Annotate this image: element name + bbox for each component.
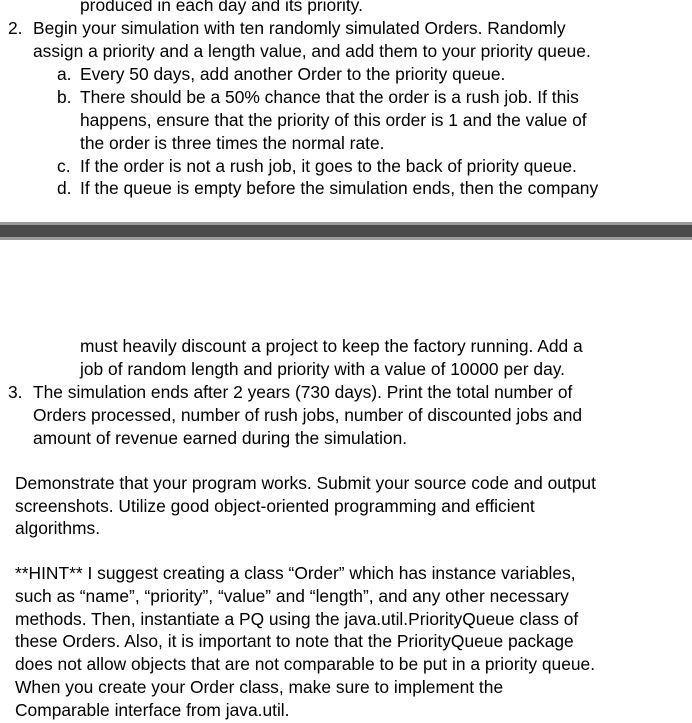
item2-line1: Begin your simulation with ten randomly simulated Orders. Randomly <box>33 18 566 38</box>
sub-d-cont-line1: must heavily discount a project to keep the factory running. Add a <box>80 336 583 356</box>
sub-d-line1: If the queue is empty before the simulation ends, then the company <box>80 178 599 198</box>
cut-off-line: produced in each day and its priority. <box>80 0 363 15</box>
sub-b-line1: There should be a 50% chance that the order is a rush job. If this <box>80 87 579 107</box>
demo-line2: screenshots. Utilize good object-oriented programming and efficient <box>15 496 535 516</box>
hint-line5: does not allow objects that are not comparable to be put in a priority queue. <box>15 654 596 674</box>
item2-line2: assign a priority and a length value, and add them to your priority queue. <box>33 41 591 61</box>
sub-b-line3: the order is three times the normal rate. <box>80 133 385 153</box>
document-page-top <box>0 0 692 222</box>
sub-d-cont-line2: job of random length and priority with a value of 10000 per day. <box>80 359 565 379</box>
sub-letter-d: d. <box>57 178 72 198</box>
demo-line1: Demonstrate that your program works. Submit your source code and output <box>15 473 596 493</box>
hint-line1: **HINT** I suggest creating a class “Order” which has instance variables, <box>15 563 576 583</box>
hint-line4: these Orders. Also, it is important to note that the PriorityQueue package <box>15 631 574 651</box>
item3-line3: amount of revenue earned during the simulation. <box>33 428 408 448</box>
item3-line1: The simulation ends after 2 years (730 days). Print the total number of <box>33 382 573 402</box>
sub-a-line1: Every 50 days, add another Order to the priority queue. <box>80 64 506 84</box>
sub-letter-a: a. <box>57 64 72 84</box>
document-page-bottom <box>0 240 692 723</box>
hint-line7: Comparable interface from java.util. <box>15 700 290 720</box>
hint-line3: methods. Then, instantiate a PQ using the java.util.PriorityQueue class of <box>15 609 579 629</box>
sub-b-line2: happens, ensure that the priority of this order is 1 and the value of <box>80 110 587 130</box>
list-number-3: 3. <box>8 382 23 402</box>
hint-line6: When you create your Order class, make sure to implement the <box>15 677 504 697</box>
item3-line2: Orders processed, number of rush jobs, number of discounted jobs and <box>33 405 583 425</box>
demo-line3: algorithms. <box>15 518 101 538</box>
sub-c-line1: If the order is not a rush job, it goes to the back of priority queue. <box>80 156 577 176</box>
page-break-bar <box>0 225 692 237</box>
list-number-2: 2. <box>8 18 23 38</box>
sub-letter-b: b. <box>57 87 72 107</box>
hint-line2: such as “name”, “priority”, “value” and “length”, and any other necessary <box>15 586 569 606</box>
page-break-divider <box>0 222 692 240</box>
sub-letter-c: c. <box>57 156 71 176</box>
